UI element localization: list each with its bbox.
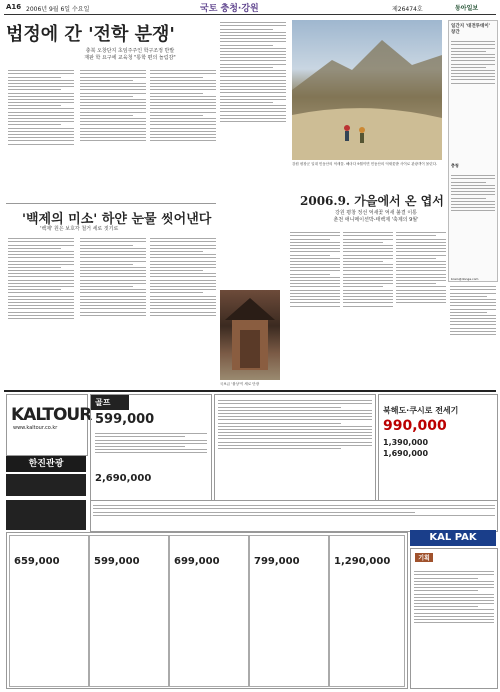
ad-divider [4, 390, 496, 392]
header-rule [4, 14, 496, 15]
golf-price-2: 2,690,000 [95, 473, 152, 484]
golf-price: 599,000 [95, 412, 155, 427]
ad-golf[interactable] [90, 394, 212, 501]
newspaper-brand: 동아일보 [455, 5, 479, 12]
grid-price-4: 799,000 [254, 556, 300, 567]
article-1-subheads [30, 48, 230, 62]
grid-cell-3[interactable] [169, 535, 249, 687]
article-3-subhead-1: 강원 평창 정선 억새꽃 억새 불결 이통 [335, 210, 417, 216]
grid-price-1: 659,000 [14, 556, 60, 567]
grid-price-5: 1,290,000 [334, 556, 391, 567]
article-1-col-4 [220, 20, 286, 200]
article-1-headline: 법정에 간 '전학 분쟁' [6, 24, 175, 45]
grid-cell-1[interactable] [9, 535, 89, 687]
kaltour-logo: KALTOUR [11, 405, 92, 425]
article-2-headline: '백제의 미소' 하얀 눈물 씻어낸다 [22, 212, 212, 227]
ad-dark-banner[interactable] [6, 474, 86, 496]
hanjin-logo[interactable]: 한진관광 [6, 456, 86, 472]
article-1-subhead-2: 재판 학 요구에 교육청 "통학 편의 놀림감" [84, 55, 176, 61]
issue-number: 제26474호 [392, 6, 423, 13]
sidebar-title: 일간지 '대전투데이' 창간 [451, 24, 491, 35]
article-2-col-2 [80, 236, 146, 386]
ad-bottom-right[interactable] [410, 548, 498, 689]
ad-kaltour[interactable] [6, 394, 92, 456]
article-1 [6, 20, 246, 46]
sidebar-col-extra [450, 284, 496, 384]
page-number: A16 [6, 3, 22, 11]
hokkaido-title: 북해도·쿠시로 전세기 [383, 406, 459, 415]
article-3-headline: 2006.9. 가을에서 온 엽서 [300, 194, 444, 208]
section-title: 국토 충청·강원 [200, 4, 259, 14]
article-2-subhead: '백제' 원은 보호각 철거 세로 짓기로 [40, 226, 119, 232]
divider [6, 203, 216, 204]
grid-cell-5[interactable] [329, 535, 405, 687]
photo-buddha-enclosure [220, 290, 280, 380]
article-1-subhead-1: 충북 오창단지 초임주주인 학구조정 반발 [85, 48, 175, 54]
grid-price-3: 699,000 [174, 556, 220, 567]
ad-golf-list[interactable] [214, 394, 376, 501]
sidebar-footer: brain@donga.com [451, 277, 479, 281]
ad-hokkaido[interactable] [378, 394, 498, 501]
hokkaido-price-3: 1,690,000 [383, 449, 429, 458]
photo-mountain-hikers [292, 20, 442, 160]
sidebar-body-label: 충청 [451, 163, 459, 168]
article-2-col-3 [150, 236, 216, 386]
article-3-col-2 [343, 230, 393, 385]
grid-cell-4[interactable] [249, 535, 329, 687]
page-header [0, 0, 500, 14]
article-3-col-3 [396, 230, 446, 385]
article-1-col-1 [8, 68, 74, 198]
bottom-tag: 기획 [415, 553, 433, 562]
kalpak-logo[interactable]: KAL PAK [410, 530, 496, 546]
golf-label: 골프 [91, 395, 129, 410]
hikers-illustration [292, 20, 442, 160]
ad-row-2[interactable] [90, 500, 498, 532]
hokkaido-price-2: 1,390,000 [383, 438, 429, 447]
article-1-col-2 [80, 68, 146, 198]
article-2-caption: 국보급 '불상'이 새로 단장 [220, 382, 260, 386]
article-2-col-1 [8, 236, 74, 386]
kaltour-url: www.kaltour.co.kr [13, 425, 58, 431]
ad-tour-banner[interactable] [6, 500, 86, 530]
issue-date: 2006년 9월 6일 수요일 [26, 6, 90, 13]
hokkaido-price: 990,000 [383, 418, 447, 434]
grid-price-2: 599,000 [94, 556, 140, 567]
article-3-col-1 [290, 230, 340, 385]
gate-illustration [220, 290, 280, 380]
article-3-subheads [306, 210, 446, 224]
sidebar-box [448, 20, 498, 282]
article-1-col-3 [150, 68, 216, 198]
grid-cell-2[interactable] [89, 535, 169, 687]
ad-bottom-grid[interactable] [6, 532, 408, 689]
article-3-subhead-2: 춘천 애니메이션박-태백제 '축제의 9월' [333, 217, 419, 223]
photo-caption: 강원 평창군 일대 민둥산의 억새꽃. 해마다 9월이면 민둥산의 억새꽃밭 사이로 관광객이 몰린다. [292, 162, 438, 166]
